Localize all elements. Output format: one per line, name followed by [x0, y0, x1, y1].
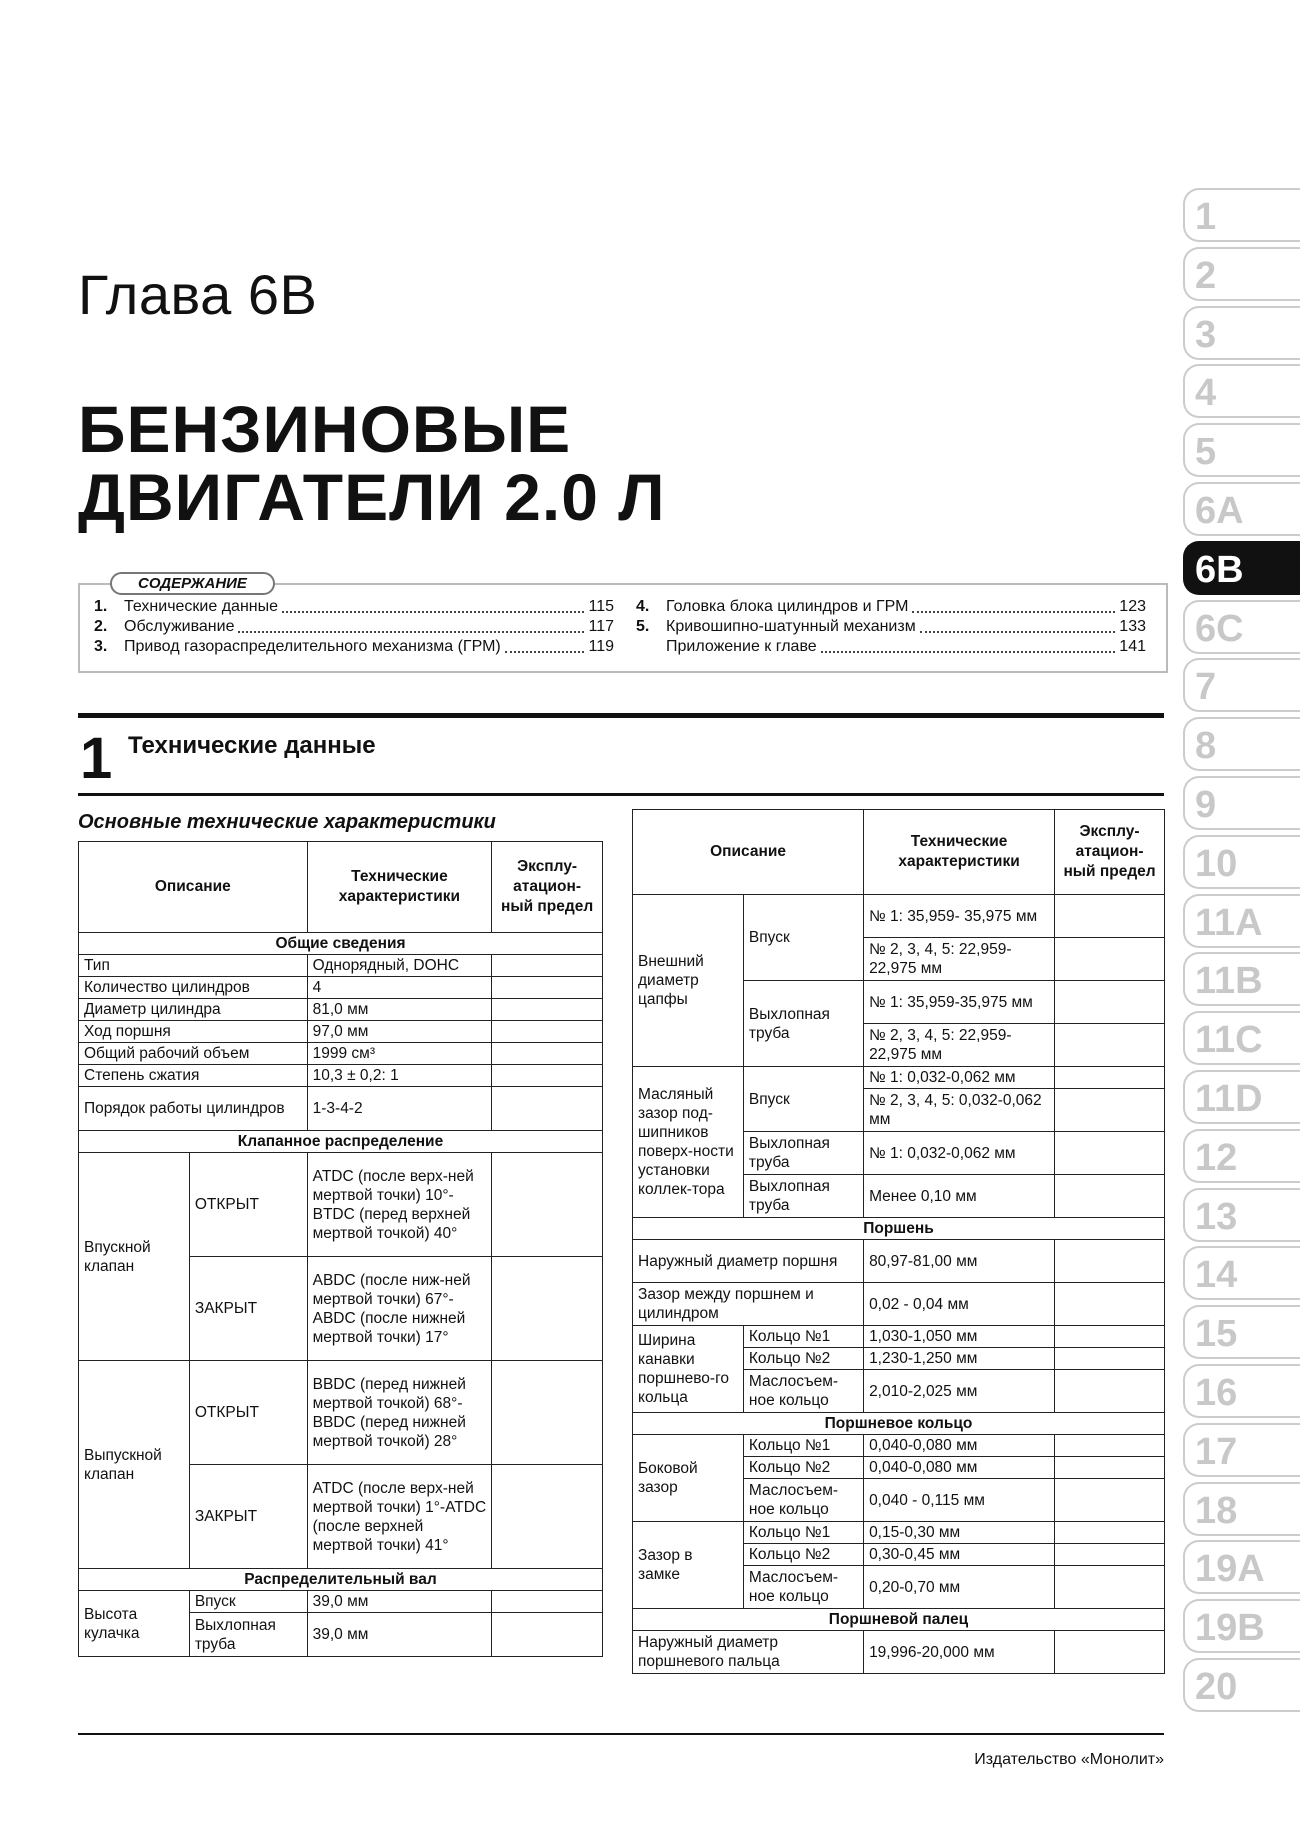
group-header: Общие сведения [79, 933, 603, 955]
table-row: Выхлопная труба № 1: 0,032-0,062 мм [633, 1132, 1165, 1175]
table-row: Выхлопная труба № 1: 35,959-35,975 мм [633, 981, 1165, 1024]
toc-heading: СОДЕРЖАНИЕ [110, 572, 275, 595]
col-header-limit: Эксплу-атацион-ный предел [492, 842, 603, 933]
table-row: Порядок работы цилиндров 1-3-4-2 [79, 1087, 603, 1131]
section-title: Технические данные [128, 732, 376, 759]
table-of-contents [78, 575, 1168, 673]
section-rule-top [78, 713, 1164, 718]
table-row: ЗАКРЫТ ABDC (после ниж-ней мертвой точки) 67°-ABDC (после нижней мертвой точки) 17° [79, 1257, 603, 1361]
table-row: Тип Однорядный, DOHC [79, 955, 603, 977]
table-row: Маслосъем-ное кольцо 0,040 - 0,115 мм [633, 1479, 1165, 1522]
table-row: Ширина канавки поршнево-го кольца Кольцо №1 1,030-1,050 мм [633, 1326, 1165, 1348]
table-row: Наружный диаметр поршневого пальца 19,996-20,000 мм [633, 1631, 1165, 1674]
exhaust-valve-label: Выпускной клапан [79, 1361, 190, 1569]
tab-11b[interactable]: 11B [1183, 952, 1300, 1006]
tab-13[interactable]: 13 [1183, 1188, 1300, 1242]
toc-item[interactable]: 3. Привод газораспределительного механизма (ГРМ) 119 [94, 638, 614, 655]
table-row: Количество цилиндров 4 [79, 977, 603, 999]
table-row: Степень сжатия 10,3 ± 0,2: 1 [79, 1065, 603, 1087]
tab-19a[interactable]: 19A [1183, 1540, 1300, 1594]
toc-item[interactable]: 5. Кривошипно-шатунный механизм 133 [636, 618, 1146, 635]
toc-item[interactable]: 2. Обслуживание 117 [94, 618, 614, 635]
section-number: 1 [80, 726, 113, 791]
tab-6b[interactable]: 6B [1183, 541, 1300, 595]
specs-table-left [78, 841, 603, 1657]
title-line-2: ДВИГАТЕЛИ 2.0 Л [78, 460, 666, 534]
publisher-footer: Издательство «Монолит» [974, 1751, 1164, 1768]
tab-3[interactable]: 3 [1183, 306, 1300, 360]
section-rule-bottom [78, 793, 1164, 796]
table-row: Кольцо №2 0,040-0,080 мм [633, 1457, 1165, 1479]
title-line-1: БЕНЗИНОВЫЕ [78, 392, 572, 466]
tab-4[interactable]: 4 [1183, 364, 1300, 418]
table-row: Боковой зазор Кольцо №1 0,040-0,080 мм [633, 1435, 1165, 1457]
table-row: Выхлопная труба 39,0 мм [79, 1613, 603, 1657]
table-row: Ход поршня 97,0 мм [79, 1021, 603, 1043]
table-row: Маслосъем-ное кольцо 0,20-0,70 мм [633, 1566, 1165, 1609]
tab-1[interactable]: 1 [1183, 188, 1300, 242]
group-header: Клапанное распределение [79, 1131, 603, 1153]
table-row: № 2, 3, 4, 5: 22,959-22,975 мм [633, 1024, 1165, 1067]
table-row: Кольцо №2 1,230-1,250 мм [633, 1348, 1165, 1370]
tab-17[interactable]: 17 [1183, 1423, 1300, 1477]
tab-10[interactable]: 10 [1183, 835, 1300, 889]
col-header-spec: Технические характеристики [307, 842, 492, 933]
tab-6c[interactable]: 6C [1183, 600, 1300, 654]
chapter-label: Глава 6В [78, 263, 318, 326]
tab-11c[interactable]: 11C [1183, 1011, 1300, 1065]
tab-11a[interactable]: 11A [1183, 894, 1300, 948]
table-row: Кольцо №2 0,30-0,45 мм [633, 1544, 1165, 1566]
chapter-tabs [1183, 188, 1300, 1717]
table-row: Наружный диаметр поршня 80,97-81,00 мм [633, 1240, 1165, 1283]
table-row: Выпускной клапан ОТКРЫТ BBDC (перед нижней мертвой точкой) 68°-BBDC (перед нижней мертвой точкой) 28° [79, 1361, 603, 1465]
col-header-limit: Эксплу-атацион-ный предел [1055, 810, 1165, 895]
toc-item[interactable]: 4. Головка блока цилиндров и ГРМ 123 [636, 598, 1146, 615]
group-header: Поршневой палец [633, 1609, 1165, 1631]
toc-item[interactable]: Приложение к главе 141 [666, 638, 1146, 655]
table-row: № 2, 3, 4, 5: 0,032-0,062 мм [633, 1089, 1165, 1132]
tab-7[interactable]: 7 [1183, 658, 1300, 712]
table-row: Впускной клапан ОТКРЫТ ATDC (после верх-ней мертвой точки) 10°-BTDC (перед верхней мертвой точкой) 40° [79, 1153, 603, 1257]
col-header-desc: Описание [79, 842, 308, 933]
tab-9[interactable]: 9 [1183, 776, 1300, 830]
tab-2[interactable]: 2 [1183, 247, 1300, 301]
table-row: Выхлопная труба Менее 0,10 мм [633, 1175, 1165, 1218]
table-row: Зазор в замке Кольцо №1 0,15-0,30 мм [633, 1522, 1165, 1544]
col-header-spec: Технические характеристики [864, 810, 1055, 895]
tab-11d[interactable]: 11D [1183, 1070, 1300, 1124]
table-row: Масляный зазор под-шипников поверх-ности установки коллек-тора Впуск № 1: 0,032-0,062 мм [633, 1067, 1165, 1089]
group-header: Поршень [633, 1218, 1165, 1240]
intake-valve-label: Впускной клапан [79, 1153, 190, 1361]
table-row: Внешний диаметр цапфы Впуск № 1: 35,959- 35,975 мм [633, 895, 1165, 938]
table-row: Общий рабочий объем 1999 см³ [79, 1043, 603, 1065]
tab-20[interactable]: 20 [1183, 1658, 1300, 1712]
tab-15[interactable]: 15 [1183, 1305, 1300, 1359]
group-header: Поршневое кольцо [633, 1413, 1165, 1435]
table-row: Маслосъем-ное кольцо 2,010-2,025 мм [633, 1370, 1165, 1413]
table-row: Зазор между поршнем и цилиндром 0,02 - 0,04 мм [633, 1283, 1165, 1326]
footer-rule [78, 1733, 1164, 1735]
tab-14[interactable]: 14 [1183, 1246, 1300, 1300]
table-row: Диаметр цилиндра 81,0 мм [79, 999, 603, 1021]
group-header: Распределительный вал [79, 1569, 603, 1591]
tab-5[interactable]: 5 [1183, 423, 1300, 477]
tab-8[interactable]: 8 [1183, 717, 1300, 771]
toc-item[interactable]: 1. Технические данные 115 [94, 598, 614, 615]
specs-table-right [632, 809, 1165, 1674]
tab-19b[interactable]: 19B [1183, 1599, 1300, 1653]
tab-18[interactable]: 18 [1183, 1482, 1300, 1536]
col-header-desc: Описание [633, 810, 864, 895]
tab-6a[interactable]: 6A [1183, 482, 1300, 536]
chapter-title [78, 392, 666, 534]
table-row: № 2, 3, 4, 5: 22,959-22,975 мм [633, 938, 1165, 981]
table-row: ЗАКРЫТ ATDC (после верх-ней мертвой точки) 1°-ATDC (после верхней мертвой точки) 41° [79, 1465, 603, 1569]
subheading: Основные технические характеристики [78, 811, 496, 833]
table-row: Высота кулачка Впуск 39,0 мм [79, 1591, 603, 1613]
tab-12[interactable]: 12 [1183, 1129, 1300, 1183]
tab-16[interactable]: 16 [1183, 1364, 1300, 1418]
